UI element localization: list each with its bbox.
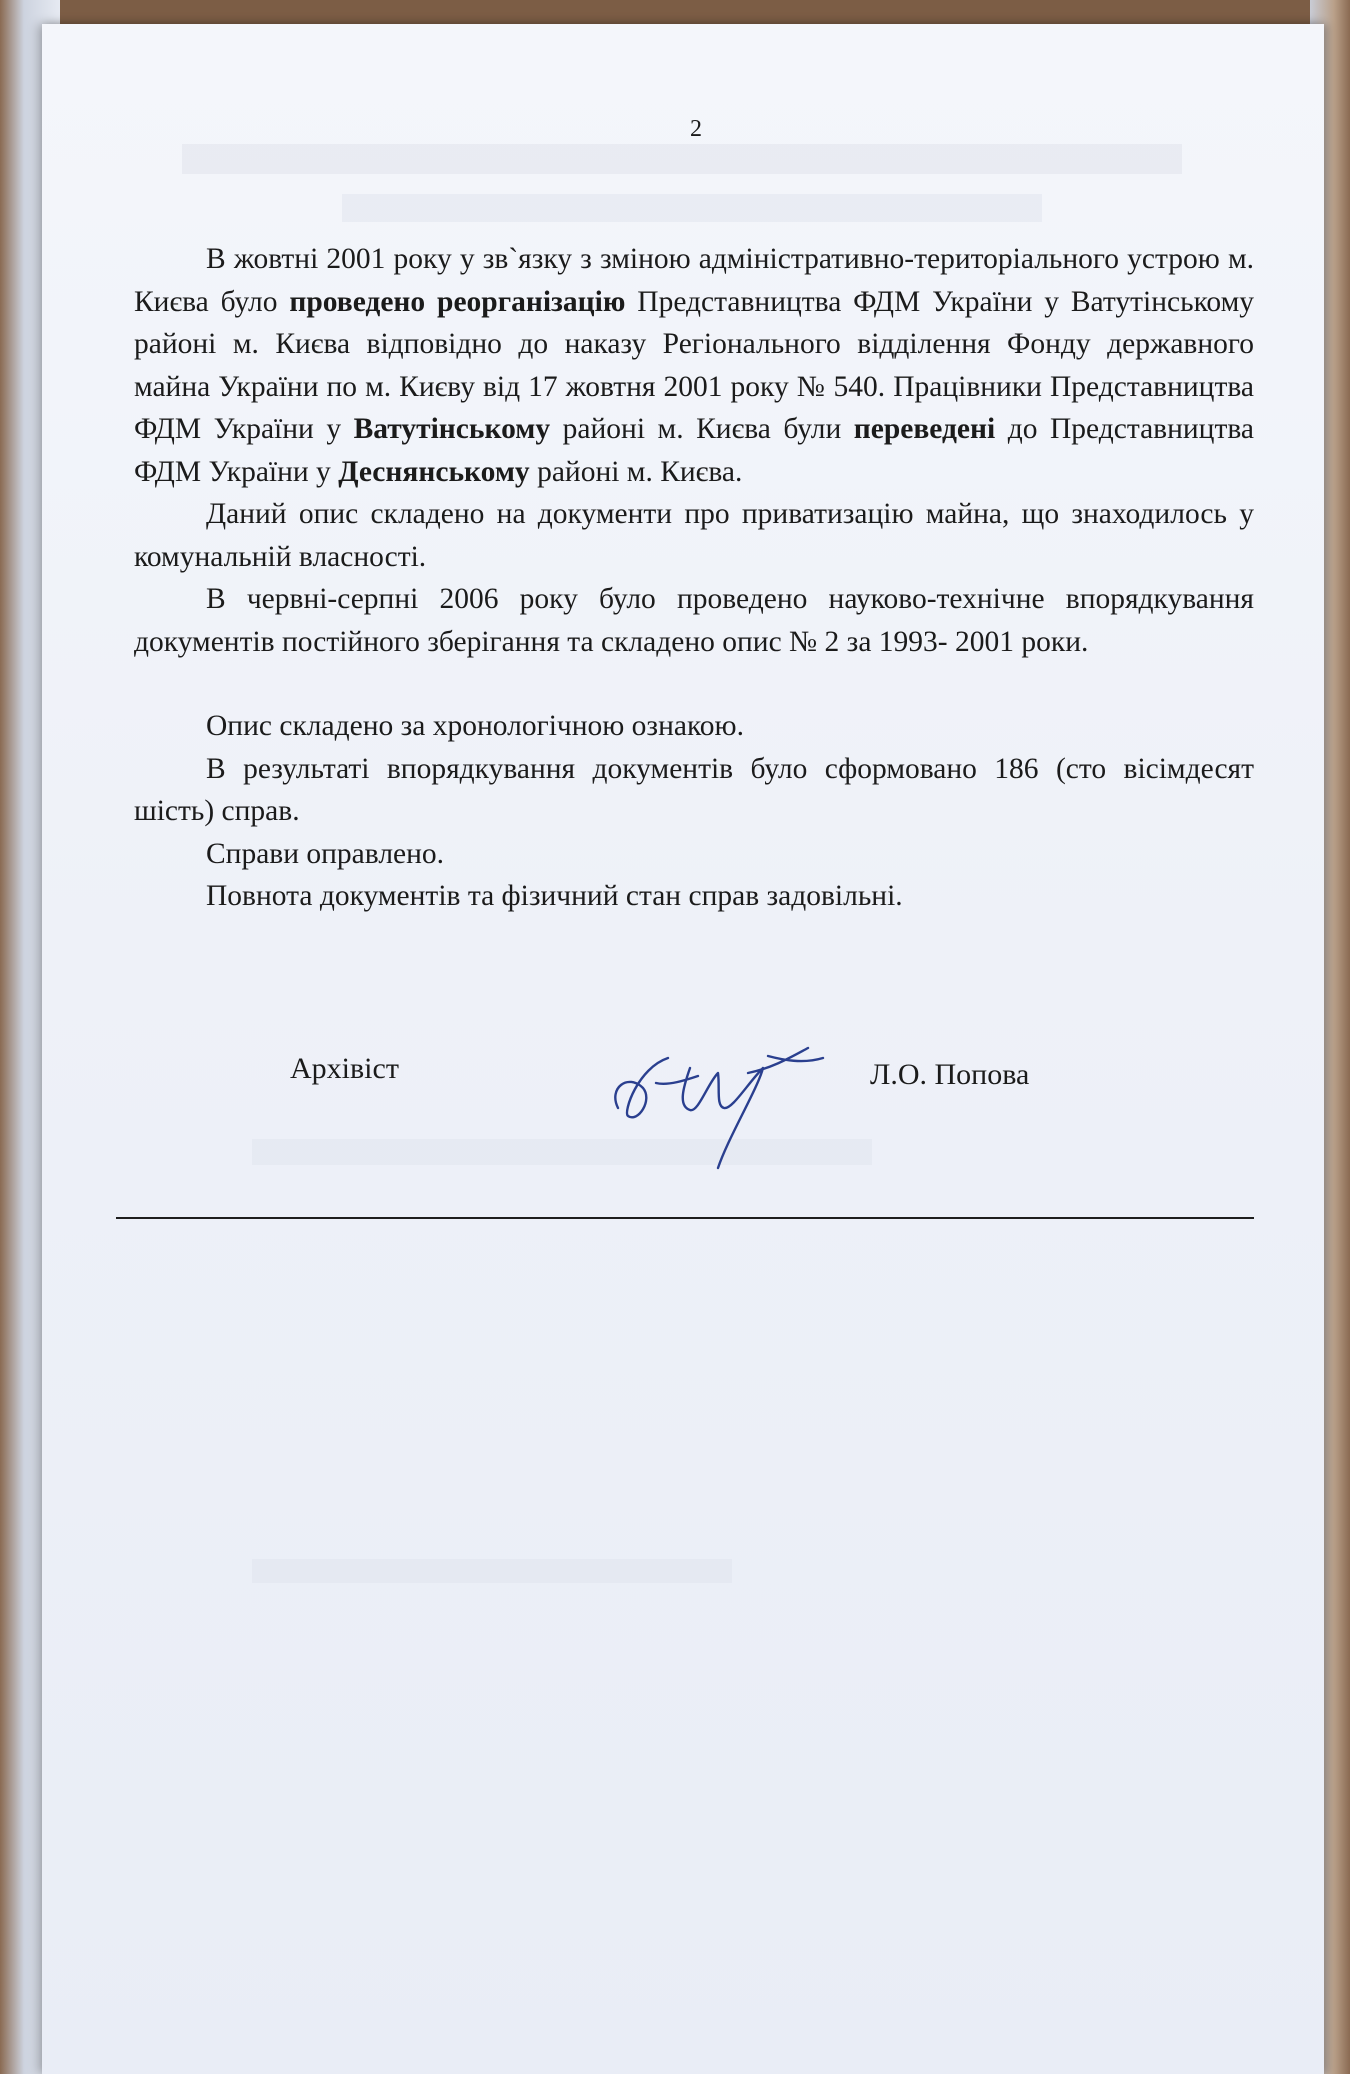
text-run: Справи оправлено. [206, 837, 445, 870]
signatory-name: Л.О. Попова [870, 1058, 1030, 1091]
text-run: Даний опис складено на документи про приватизацію майна, що знаходилось у комунальній власності. [134, 498, 1254, 573]
bold-text: проведено реорганізацію [289, 285, 626, 318]
text-run: В результаті впорядкування документів було сформовано 186 (сто вісімдесят шість) справ. [134, 752, 1254, 827]
handwritten-signature [598, 1028, 828, 1178]
text-run: до Представництва ФДМ України у [134, 413, 1254, 488]
paragraph-spacer [134, 663, 1254, 705]
text-run: Опис складено за хронологічною ознакою. [206, 710, 744, 742]
text-run: В жовтні 2001 року у зв`язку з зміною адміністративно-територіального устрою м. Києва було [134, 243, 1254, 318]
text-run: В червні-серпні 2006 року було проведено науково-технічне впорядкування документів постійного зберігання та складено опис № 2 за 1993- 2001 роки. [134, 583, 1254, 658]
page-number: 2 [690, 116, 702, 142]
paragraph [134, 238, 1254, 493]
paragraph [134, 493, 1254, 578]
bold-text: Ватутінському [353, 413, 551, 445]
bold-text: Деснянському [338, 455, 530, 488]
paragraph [134, 705, 1254, 748]
document-page [42, 24, 1324, 2074]
paragraph [134, 875, 1254, 918]
paragraph [134, 833, 1254, 876]
document-body [134, 238, 1254, 918]
bold-text: переведені [853, 413, 996, 445]
paragraph [134, 748, 1254, 833]
paragraph [134, 578, 1254, 663]
text-run: Повнота документів та фізичний стан справ задовільні. [206, 880, 903, 912]
separator-line [116, 1217, 1254, 1219]
text-run: районі м. Києва були [550, 413, 854, 445]
signatory-title: Архівіст [290, 1052, 399, 1085]
text-run: Представництва ФДМ України у Ватутінському районі м. Києва відповідно до наказу Регіонального відділення Фонду державного майна України по м. Києву від 17 жовтня 2001 року № 540. Працівники Представництва ФДМ України у [134, 285, 1255, 445]
text-run: районі м. Києва. [529, 455, 743, 488]
